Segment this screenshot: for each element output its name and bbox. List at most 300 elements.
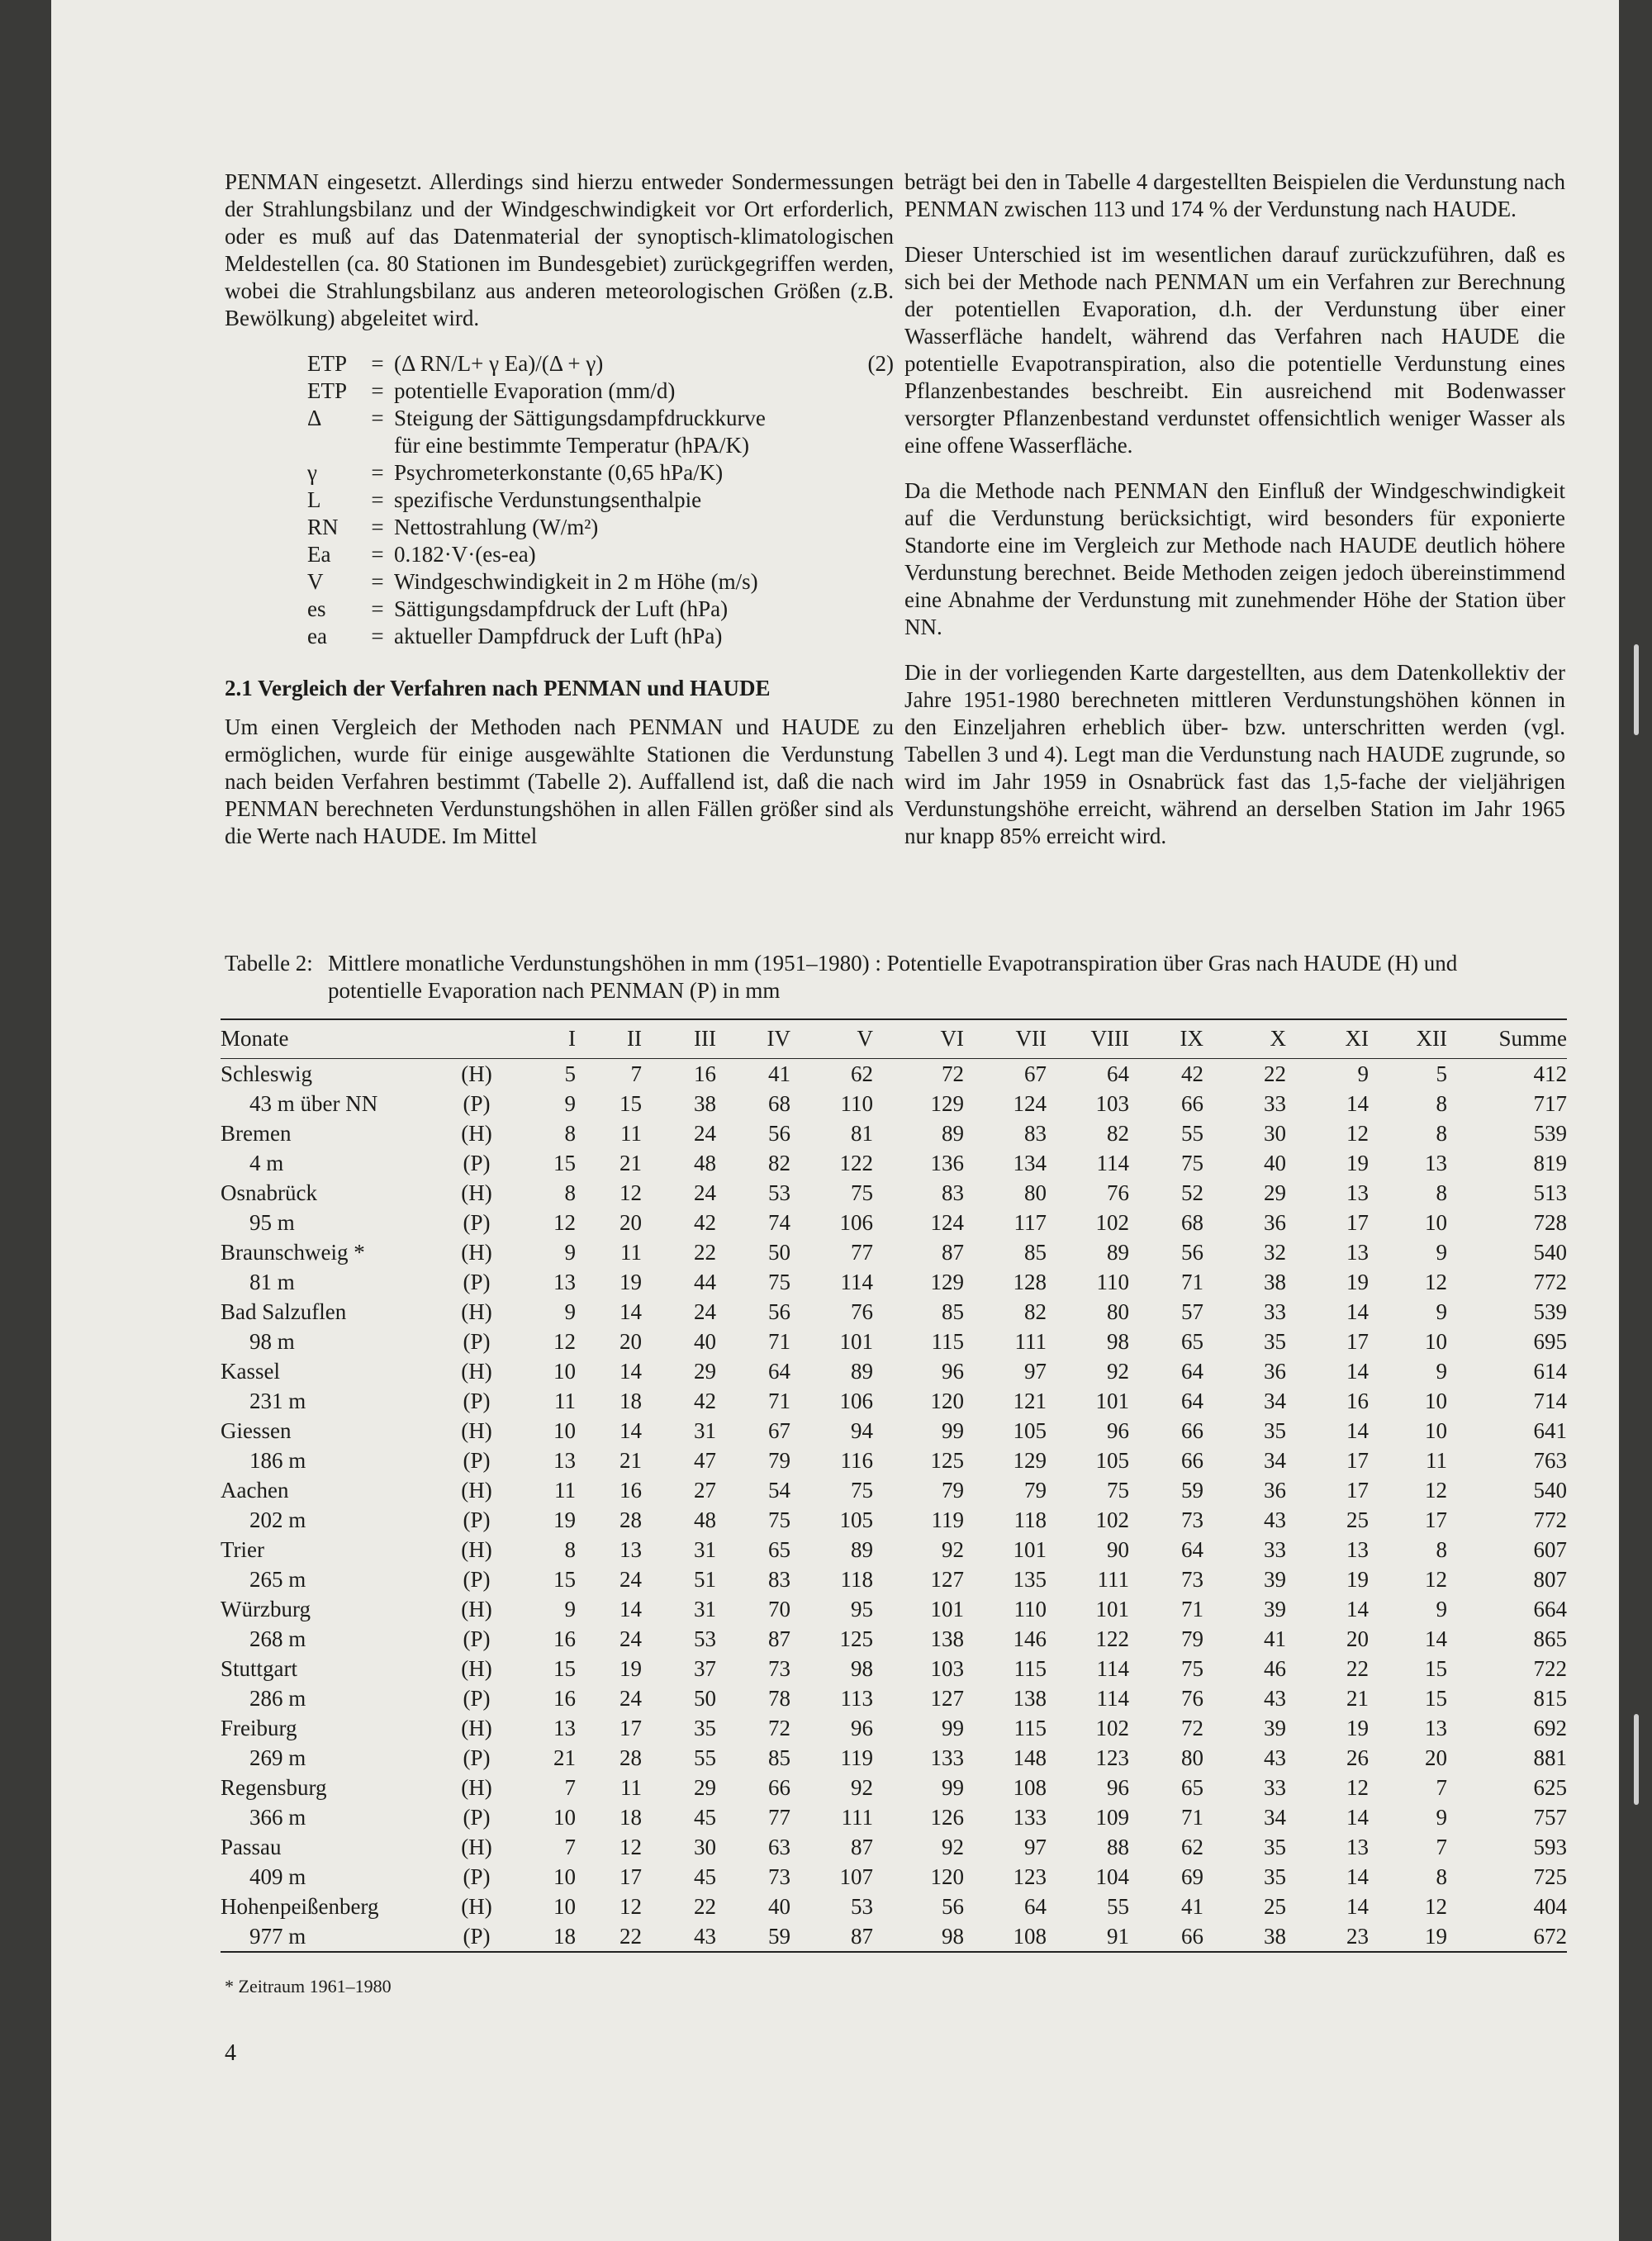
right-paragraph-2: Dieser Unterschied ist im wesentlichen darauf zurückzuführen, daß es sich bei der Methode nach PENMAN um ein Verfahren zur Berechnung der potentiellen Evaporation, d.h. der Verdunstung über einer Wasserfläche handelt, während das Verfahren nach HAUDE die potentielle Evapotranspiration, also die potentielle Verdunstung eines Pflanzenbestandes beschreibt. Ein ausreichend mit Bodenwasser versorgter Pflanzenbestand verdunstet offensichtlich weniger Wasser als eine offene Wasserfläche. <box>904 242 1565 458</box>
month-cell: 83 <box>1024 1121 1047 1146</box>
table-row <box>221 1475 1567 1505</box>
month-cell: 103 <box>930 1656 964 1681</box>
month-cell: 26 <box>1346 1745 1369 1770</box>
month-cell: 9 <box>1436 1805 1447 1830</box>
month-cell: 125 <box>839 1626 873 1651</box>
table-row <box>221 1564 1567 1594</box>
document-page <box>51 0 1619 2241</box>
month-cell: 64 <box>1181 1359 1203 1384</box>
method-label: (P) <box>463 1864 491 1889</box>
month-cell: 35 <box>694 1716 716 1740</box>
month-cell: 44 <box>694 1270 716 1294</box>
month-cell: 34 <box>1264 1448 1286 1473</box>
month-cell: 50 <box>768 1240 790 1265</box>
table-row <box>221 1683 1567 1713</box>
month-cell: 55 <box>1181 1121 1203 1146</box>
month-cell: 45 <box>694 1864 716 1889</box>
table-row <box>221 1237 1567 1267</box>
table-row <box>221 1416 1567 1446</box>
month-cell: 29 <box>1264 1180 1286 1205</box>
month-cell: 111 <box>841 1805 873 1830</box>
month-cell: 19 <box>620 1270 642 1294</box>
month-cell: 98 <box>1107 1329 1129 1354</box>
month-cell: 124 <box>1013 1091 1047 1116</box>
month-cell: 83 <box>942 1180 964 1205</box>
month-cell: 133 <box>930 1745 964 1770</box>
sum-cell: 881 <box>1533 1745 1567 1770</box>
header-cell: V <box>790 1019 873 1059</box>
sum-cell: 641 <box>1533 1418 1567 1443</box>
month-cell: 35 <box>1264 1864 1286 1889</box>
formula-row <box>225 568 894 596</box>
method-label: (P) <box>427 1921 526 1952</box>
month-cell: 10 <box>553 1359 576 1384</box>
month-cell: 99 <box>942 1418 964 1443</box>
month-cell: 62 <box>1181 1835 1203 1859</box>
method-label: (H) <box>461 1656 492 1681</box>
table-row <box>221 1178 1567 1208</box>
header-cell: I <box>526 1019 576 1059</box>
month-cell: 124 <box>930 1210 964 1235</box>
month-cell: 19 <box>1346 1270 1369 1294</box>
month-cell: 14 <box>1425 1626 1447 1651</box>
month-cell: 35 <box>1264 1329 1286 1354</box>
month-cell: 73 <box>768 1656 790 1681</box>
month-cell: 42 <box>1181 1061 1203 1086</box>
table-row <box>221 1713 1567 1743</box>
month-cell: 12 <box>553 1329 576 1354</box>
page-number: 4 <box>225 2040 236 2066</box>
station-elevation: 409 m <box>249 1864 306 1889</box>
month-cell: 15 <box>1425 1656 1447 1681</box>
month-cell: 9 <box>1357 1061 1369 1086</box>
staple-top <box>1634 644 1639 735</box>
formula-symbol: V <box>307 569 324 594</box>
month-cell: 148 <box>1013 1745 1047 1770</box>
month-cell: 89 <box>942 1121 964 1146</box>
month-cell: 9 <box>1436 1240 1447 1265</box>
month-cell: 10 <box>1425 1210 1447 1235</box>
month-cell: 12 <box>1425 1567 1447 1592</box>
formula-symbol: ETP <box>307 351 348 376</box>
month-cell: 101 <box>1013 1537 1047 1562</box>
month-cell: 15 <box>620 1091 642 1116</box>
station-name: Schleswig <box>221 1061 312 1086</box>
month-cell: 9 <box>1436 1597 1447 1621</box>
month-cell: 8 <box>1436 1537 1447 1562</box>
method-label: (P) <box>463 1745 491 1770</box>
month-cell: 18 <box>526 1921 576 1952</box>
month-cell: 7 <box>630 1061 642 1086</box>
month-cell: 138 <box>1013 1686 1047 1711</box>
month-cell: 115 <box>1014 1656 1047 1681</box>
month-cell: 66 <box>1181 1418 1203 1443</box>
month-cell: 47 <box>694 1448 716 1473</box>
month-cell: 73 <box>768 1864 790 1889</box>
sum-cell: 763 <box>1533 1448 1567 1473</box>
month-cell: 101 <box>1095 1389 1129 1413</box>
month-cell: 122 <box>1095 1626 1129 1651</box>
table-row <box>221 1594 1567 1624</box>
month-cell: 56 <box>942 1894 964 1919</box>
formula-number: (2) <box>867 351 894 376</box>
method-label: (P) <box>463 1389 491 1413</box>
month-cell: 19 <box>1369 1921 1447 1952</box>
caption-line-2: potentielle Evaporation nach PENMAN (P) in mm <box>328 978 781 1003</box>
month-cell: 8 <box>1436 1091 1447 1116</box>
month-cell: 79 <box>1024 1478 1047 1503</box>
month-cell: 21 <box>620 1448 642 1473</box>
month-cell: 72 <box>768 1716 790 1740</box>
month-cell: 102 <box>1095 1210 1129 1235</box>
month-cell: 12 <box>553 1210 576 1235</box>
header-cell: Summe <box>1447 1019 1567 1059</box>
month-cell: 21 <box>553 1745 576 1770</box>
station-elevation: 186 m <box>249 1448 306 1473</box>
month-cell: 109 <box>1095 1805 1129 1830</box>
table-row <box>221 1327 1567 1356</box>
month-cell: 129 <box>930 1270 964 1294</box>
month-cell: 25 <box>1346 1507 1369 1532</box>
month-cell: 17 <box>620 1864 642 1889</box>
formula-equals: = <box>371 624 384 648</box>
month-cell: 97 <box>1024 1835 1047 1859</box>
month-cell: 8 <box>1436 1121 1447 1146</box>
caption-line-1: Mittlere monatliche Verdunstungshöhen in mm (1951–1980) : Potentielle Evapotranspiration über Gras nach HAUDE (H) und <box>328 951 1458 976</box>
method-label: (H) <box>461 1299 492 1324</box>
station-name: Trier <box>221 1537 265 1562</box>
month-cell: 41 <box>1264 1626 1286 1651</box>
header-cell: II <box>576 1019 642 1059</box>
sum-cell: 725 <box>1533 1864 1567 1889</box>
month-cell: 17 <box>1425 1507 1447 1532</box>
sum-cell: 614 <box>1533 1359 1567 1384</box>
month-cell: 76 <box>1107 1180 1129 1205</box>
month-cell: 7 <box>564 1835 576 1859</box>
table-row <box>221 1208 1567 1237</box>
month-cell: 11 <box>554 1478 576 1503</box>
month-cell: 75 <box>851 1180 873 1205</box>
table-row <box>221 1118 1567 1148</box>
table-row <box>221 1654 1567 1683</box>
month-cell: 24 <box>620 1686 642 1711</box>
table-row <box>221 1921 1567 1952</box>
table-row <box>221 1535 1567 1564</box>
formula-row <box>225 432 894 459</box>
month-cell: 127 <box>930 1567 964 1592</box>
month-cell: 105 <box>1013 1418 1047 1443</box>
sum-cell: 593 <box>1533 1835 1567 1859</box>
month-cell: 87 <box>942 1240 964 1265</box>
formula-description: Nettostrahlung (W/m²) <box>394 515 599 539</box>
month-cell: 10 <box>553 1894 576 1919</box>
sum-cell: 772 <box>1533 1270 1567 1294</box>
month-cell: 89 <box>851 1537 873 1562</box>
sum-cell: 607 <box>1533 1537 1567 1562</box>
month-cell: 98 <box>851 1656 873 1681</box>
month-cell: 101 <box>839 1329 873 1354</box>
month-cell: 123 <box>1095 1745 1129 1770</box>
formula-row <box>225 350 894 377</box>
month-cell: 5 <box>1436 1061 1447 1086</box>
formula-description: Windgeschwindigkeit in 2 m Höhe (m/s) <box>394 569 758 594</box>
month-cell: 12 <box>1425 1478 1447 1503</box>
month-cell: 43 <box>1264 1507 1286 1532</box>
month-cell: 87 <box>768 1626 790 1651</box>
formula-equals: = <box>371 515 384 539</box>
table-header-row <box>221 1019 1567 1059</box>
month-cell: 52 <box>1181 1180 1203 1205</box>
month-cell: 7 <box>564 1775 576 1800</box>
formula-description: (Δ RN/L+ γ Ea)/(Δ + γ) <box>394 351 604 376</box>
month-cell: 14 <box>1346 1299 1369 1324</box>
month-cell: 78 <box>768 1686 790 1711</box>
month-cell: 66 <box>1181 1091 1203 1116</box>
month-cell: 39 <box>1264 1597 1286 1621</box>
month-cell: 11 <box>620 1775 642 1800</box>
month-cell: 64 <box>1107 1061 1129 1086</box>
month-cell: 82 <box>1107 1121 1129 1146</box>
month-cell: 15 <box>553 1567 576 1592</box>
month-cell: 85 <box>768 1745 790 1770</box>
month-cell: 118 <box>1014 1507 1047 1532</box>
table-row <box>221 1297 1567 1327</box>
table-row <box>221 1892 1567 1921</box>
method-label: (H) <box>461 1835 492 1859</box>
formula-description: Psychrometerkonstante (0,65 hPa/K) <box>394 460 724 485</box>
formula-symbol: ea <box>307 624 327 648</box>
formula-row <box>225 487 894 514</box>
month-cell: 76 <box>1181 1686 1203 1711</box>
month-cell: 16 <box>553 1686 576 1711</box>
header-cell: XI <box>1286 1019 1369 1059</box>
month-cell: 31 <box>694 1597 716 1621</box>
formula-symbol: es <box>307 596 326 621</box>
month-cell: 14 <box>1346 1091 1369 1116</box>
station-name: Bad Salzuflen <box>221 1299 347 1324</box>
month-cell: 67 <box>768 1418 790 1443</box>
month-cell: 19 <box>1346 1151 1369 1175</box>
month-cell: 75 <box>851 1478 873 1503</box>
formula-row <box>225 596 894 623</box>
month-cell: 79 <box>942 1478 964 1503</box>
month-cell: 8 <box>564 1537 576 1562</box>
table-row <box>221 1505 1567 1535</box>
month-cell: 96 <box>1107 1418 1129 1443</box>
month-cell: 21 <box>1346 1686 1369 1711</box>
month-cell: 64 <box>1024 1894 1047 1919</box>
month-cell: 43 <box>1264 1686 1286 1711</box>
right-paragraph-1: beträgt bei den in Tabelle 4 dargestellten Beispielen die Verdunstung nach PENMAN zwischen 113 und 174 % der Verdunstung nach HAUDE. <box>904 169 1565 221</box>
method-label: (H) <box>461 1775 492 1800</box>
month-cell: 54 <box>768 1478 790 1503</box>
month-cell: 13 <box>1346 1240 1369 1265</box>
month-cell: 9 <box>564 1597 576 1621</box>
station-elevation: 268 m <box>249 1626 306 1651</box>
formula-symbol: RN <box>307 515 339 539</box>
month-cell: 128 <box>1013 1270 1047 1294</box>
month-cell: 41 <box>768 1061 790 1086</box>
month-cell: 99 <box>942 1775 964 1800</box>
month-cell: 65 <box>1181 1329 1203 1354</box>
formula-symbol: ETP <box>307 378 348 403</box>
table-row <box>221 1089 1567 1118</box>
month-cell: 9 <box>1436 1299 1447 1324</box>
month-cell: 114 <box>840 1270 873 1294</box>
sum-cell: 728 <box>1533 1210 1567 1235</box>
month-cell: 42 <box>694 1210 716 1235</box>
month-cell: 25 <box>1264 1894 1286 1919</box>
month-cell: 56 <box>768 1121 790 1146</box>
method-label: (H) <box>461 1180 492 1205</box>
month-cell: 10 <box>1425 1418 1447 1443</box>
month-cell: 107 <box>839 1864 873 1889</box>
method-label: (P) <box>463 1151 491 1175</box>
month-cell: 9 <box>1436 1359 1447 1384</box>
method-label: (H) <box>461 1894 492 1919</box>
sum-cell: 772 <box>1533 1507 1567 1532</box>
month-cell: 40 <box>694 1329 716 1354</box>
table-row <box>221 1743 1567 1773</box>
station-elevation: 81 m <box>249 1270 295 1294</box>
month-cell: 88 <box>1107 1835 1129 1859</box>
month-cell: 17 <box>1346 1448 1369 1473</box>
month-cell: 17 <box>1346 1478 1369 1503</box>
month-cell: 133 <box>1013 1805 1047 1830</box>
table-row <box>221 1862 1567 1892</box>
month-cell: 20 <box>1346 1626 1369 1651</box>
month-cell: 37 <box>694 1656 716 1681</box>
month-cell: 87 <box>851 1835 873 1859</box>
month-cell: 66 <box>1129 1921 1203 1952</box>
month-cell: 14 <box>1346 1894 1369 1919</box>
month-cell: 106 <box>839 1389 873 1413</box>
station-name: Regensburg <box>221 1775 327 1800</box>
month-cell: 120 <box>930 1864 964 1889</box>
month-cell: 75 <box>1181 1151 1203 1175</box>
month-cell: 77 <box>768 1805 790 1830</box>
month-cell: 15 <box>1425 1686 1447 1711</box>
month-cell: 98 <box>873 1921 964 1952</box>
sum-cell: 815 <box>1533 1686 1567 1711</box>
sum-cell: 722 <box>1533 1656 1567 1681</box>
formula-row <box>225 459 894 487</box>
month-cell: 114 <box>1096 1151 1129 1175</box>
month-cell: 32 <box>1264 1240 1286 1265</box>
month-cell: 24 <box>694 1121 716 1146</box>
month-cell: 115 <box>1014 1716 1047 1740</box>
month-cell: 85 <box>942 1299 964 1324</box>
month-cell: 38 <box>694 1091 716 1116</box>
month-cell: 27 <box>694 1478 716 1503</box>
month-cell: 31 <box>694 1418 716 1443</box>
formula-equals: = <box>371 542 384 567</box>
month-cell: 71 <box>768 1329 790 1354</box>
table-row <box>221 1386 1567 1416</box>
station-elevation: 202 m <box>249 1507 306 1532</box>
formula-equals: = <box>371 351 384 376</box>
month-cell: 89 <box>1107 1240 1129 1265</box>
station-name: Freiburg <box>221 1716 297 1740</box>
station-elevation: 269 m <box>249 1745 306 1770</box>
month-cell: 81 <box>851 1121 873 1146</box>
table-body <box>221 1059 1567 1953</box>
month-cell: 19 <box>620 1656 642 1681</box>
month-cell: 22 <box>694 1240 716 1265</box>
station-elevation: 95 m <box>249 1210 295 1235</box>
table-row <box>221 1802 1567 1832</box>
station-elevation: 977 m <box>221 1921 427 1952</box>
sum-cell: 513 <box>1533 1180 1567 1205</box>
evaporation-table <box>221 1018 1567 1953</box>
month-cell: 64 <box>768 1359 790 1384</box>
table-row <box>221 1624 1567 1654</box>
left-column <box>225 169 894 868</box>
formula-row <box>225 377 894 405</box>
month-cell: 110 <box>1014 1597 1047 1621</box>
month-cell: 66 <box>768 1775 790 1800</box>
month-cell: 8 <box>564 1121 576 1146</box>
month-cell: 19 <box>1346 1716 1369 1740</box>
method-label: (H) <box>461 1537 492 1562</box>
header-cell: VI <box>873 1019 964 1059</box>
table-row <box>221 1773 1567 1802</box>
month-cell: 22 <box>576 1921 642 1952</box>
month-cell: 75 <box>768 1507 790 1532</box>
formula-description: Sättigungsdampfdruck der Luft (hPa) <box>394 596 729 621</box>
month-cell: 114 <box>1096 1656 1129 1681</box>
method-label: (P) <box>463 1329 491 1354</box>
month-cell: 71 <box>1181 1270 1203 1294</box>
month-cell: 11 <box>554 1389 576 1413</box>
method-label: (P) <box>463 1686 491 1711</box>
month-cell: 51 <box>694 1567 716 1592</box>
month-cell: 33 <box>1264 1537 1286 1562</box>
month-cell: 119 <box>840 1745 873 1770</box>
month-cell: 12 <box>620 1835 642 1859</box>
month-cell: 9 <box>564 1091 576 1116</box>
month-cell: 120 <box>930 1389 964 1413</box>
formula-row <box>225 541 894 568</box>
method-label: (H) <box>461 1121 492 1146</box>
month-cell: 48 <box>694 1507 716 1532</box>
formula-equals: = <box>371 487 384 512</box>
month-cell: 80 <box>1107 1299 1129 1324</box>
formula-description: spezifische Verdunstungsenthalpie <box>394 487 702 512</box>
month-cell: 92 <box>851 1775 873 1800</box>
sum-cell: 717 <box>1533 1091 1567 1116</box>
method-label: (P) <box>463 1626 491 1651</box>
header-cell: VII <box>964 1019 1047 1059</box>
month-cell: 71 <box>1181 1805 1203 1830</box>
month-cell: 75 <box>1181 1656 1203 1681</box>
month-cell: 13 <box>553 1716 576 1740</box>
month-cell: 75 <box>768 1270 790 1294</box>
month-cell: 71 <box>768 1389 790 1413</box>
month-cell: 117 <box>1014 1210 1047 1235</box>
footnote: * Zeitraum 1961–1980 <box>225 1976 392 1996</box>
month-cell: 14 <box>620 1418 642 1443</box>
month-cell: 15 <box>553 1151 576 1175</box>
month-cell: 89 <box>851 1359 873 1384</box>
month-cell: 110 <box>840 1091 873 1116</box>
month-cell: 13 <box>620 1537 642 1562</box>
month-cell: 67 <box>1024 1061 1047 1086</box>
method-label: (H) <box>461 1359 492 1384</box>
month-cell: 33 <box>1264 1091 1286 1116</box>
month-cell: 111 <box>1014 1329 1047 1354</box>
month-cell: 24 <box>694 1299 716 1324</box>
